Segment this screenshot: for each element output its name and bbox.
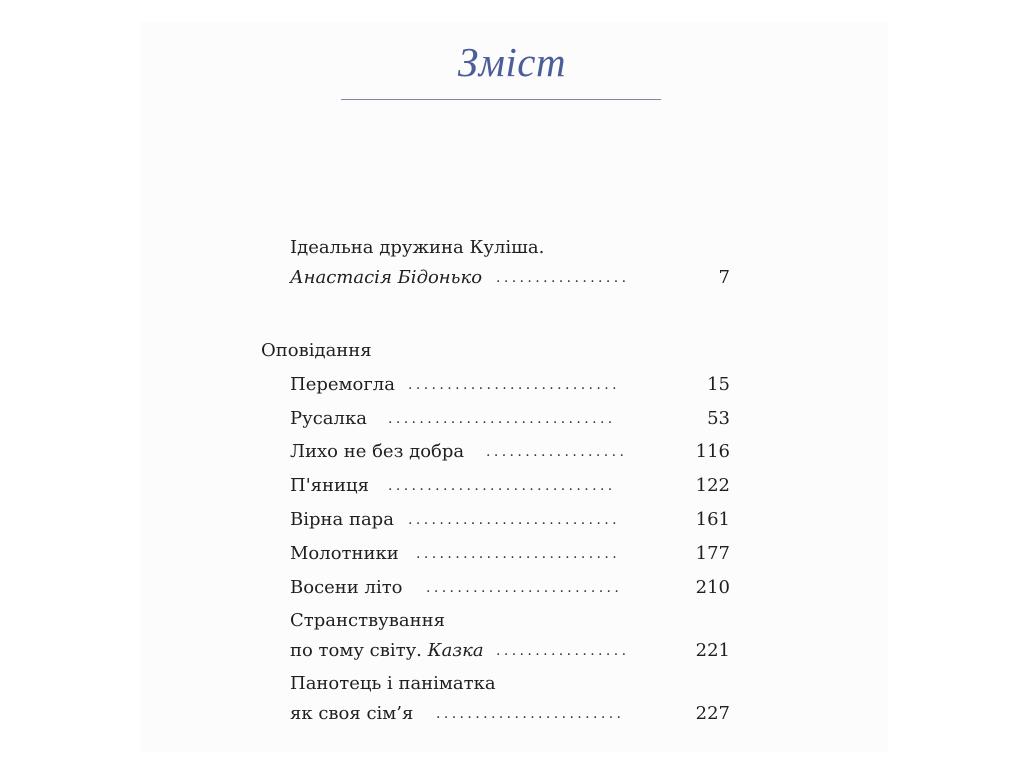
- entry-title: Перемогла: [290, 374, 395, 395]
- page-number: 210: [695, 577, 730, 598]
- entry-title-text: по тому світу.: [290, 640, 422, 661]
- dot-leader: .............................: [388, 411, 616, 427]
- toc-entry[interactable]: [290, 408, 730, 434]
- entry-title: Русалка: [290, 408, 367, 429]
- entry-title: Вірна пара: [290, 509, 394, 530]
- entry-subtitle: Казка: [427, 640, 484, 661]
- toc-entry[interactable]: [290, 475, 730, 501]
- page-number: 122: [695, 475, 730, 496]
- dot-leader: ...........................: [408, 377, 620, 393]
- dot-leader: ...........................: [408, 512, 620, 528]
- page-number: 221: [695, 640, 730, 661]
- dot-leader: .........................: [426, 580, 623, 596]
- dot-leader: ..........................: [416, 546, 621, 562]
- page-number: 116: [695, 441, 730, 462]
- toc-entry-two-line[interactable]: [290, 673, 730, 729]
- section-heading: Оповідання: [261, 340, 372, 361]
- entry-title-line1: Панотець і паніматка: [290, 673, 496, 694]
- title-divider: [341, 99, 661, 100]
- entry-title-line2: [290, 640, 484, 661]
- dot-leader: ..................: [486, 444, 628, 460]
- entry-title: Молотники: [290, 543, 399, 564]
- entry-title: П'яниця: [290, 475, 369, 496]
- dot-leader: .............................: [388, 478, 616, 494]
- toc-entry-two-line[interactable]: [290, 610, 730, 666]
- toc-entry[interactable]: [290, 374, 730, 400]
- entry-author: Анастасія Бідонько: [290, 267, 483, 288]
- page-number: 177: [695, 543, 730, 564]
- toc-entry[interactable]: [290, 509, 730, 535]
- page-number: 53: [707, 408, 730, 429]
- toc-entry-intro[interactable]: [290, 237, 730, 297]
- toc-entry[interactable]: [290, 543, 730, 569]
- entry-title-line2: як своя сім’я: [290, 703, 414, 724]
- page-number: 161: [695, 509, 730, 530]
- dot-leader: .................: [496, 643, 630, 659]
- page-number: 7: [718, 267, 730, 288]
- toc-entry[interactable]: [290, 577, 730, 603]
- page-number: 227: [695, 703, 730, 724]
- dot-leader: ........................: [436, 706, 625, 722]
- page-number: 15: [707, 374, 730, 395]
- entry-title: Лихо не без добра: [290, 441, 465, 462]
- entry-title-line1: Странствування: [290, 610, 445, 631]
- toc-entry[interactable]: [290, 441, 730, 467]
- entry-title-line1: Ідеальна дружина Куліша.: [290, 237, 545, 258]
- dot-leader: .................: [496, 270, 630, 286]
- entry-title: Восени літо: [290, 577, 403, 598]
- toc-title: Зміст: [457, 39, 567, 85]
